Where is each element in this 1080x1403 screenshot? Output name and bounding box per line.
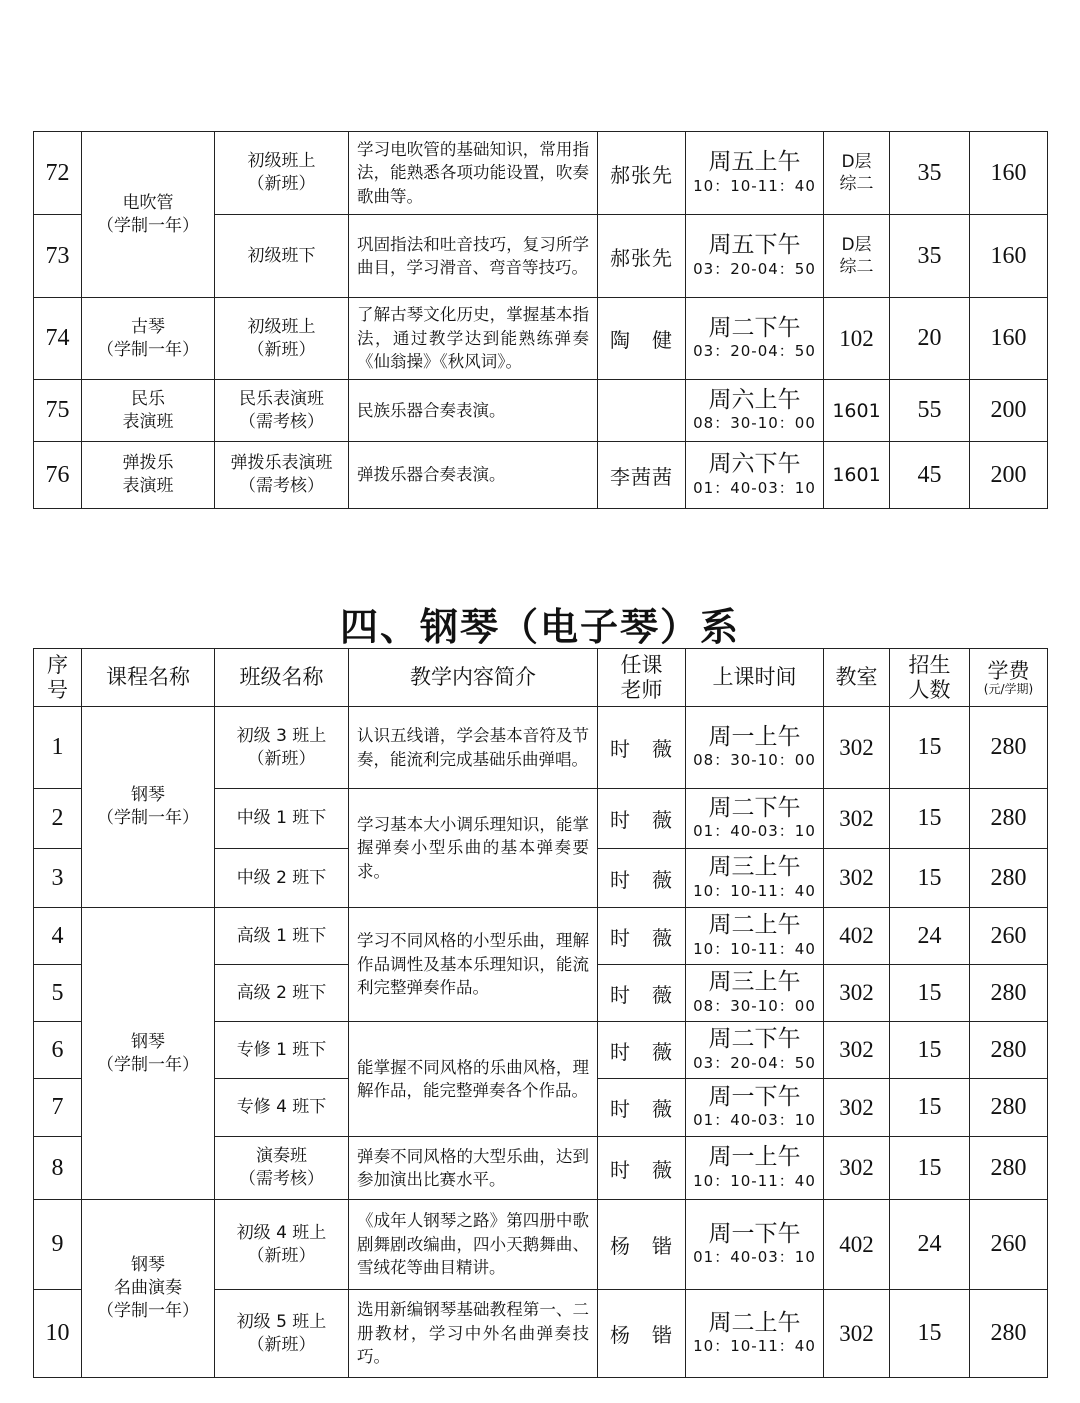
class-day: 周一下午	[708, 1220, 801, 1247]
enrollment: 35	[890, 132, 970, 215]
course-duration: （学制一年）	[97, 808, 199, 828]
teacher-name: 杨 锴	[598, 1200, 686, 1290]
class-hours: 03：20-04：50	[693, 259, 816, 278]
class-time	[686, 1022, 824, 1079]
enrollment: 15	[890, 1290, 970, 1378]
class-name-line: 演奏班	[256, 1146, 307, 1167]
tuition-fee: 200	[970, 380, 1048, 442]
classroom: 302	[824, 1022, 890, 1079]
class-hours: 01：40-03：10	[693, 1248, 816, 1267]
class-hours: 08：30-10：00	[693, 751, 816, 770]
enrollment: 35	[890, 215, 970, 298]
course-description: 弹奏不同风格的大型乐曲，达到参加演出比赛水平。	[349, 1137, 598, 1200]
tuition-fee: 280	[970, 707, 1048, 789]
row-number: 73	[34, 215, 82, 298]
teacher-name: 郝张先	[598, 215, 686, 298]
teacher-name: 时 薇	[598, 707, 686, 789]
class-hours: 10：10-11：40	[693, 881, 816, 900]
teacher-name: 时 薇	[598, 1079, 686, 1137]
header-line: 招生	[908, 653, 951, 678]
class-time	[686, 965, 824, 1022]
course-description: 选用新编钢琴基础教程第一、二册教材，学习中外名曲弹奏技巧。	[349, 1290, 598, 1378]
row-number: 72	[34, 132, 82, 215]
class-name	[215, 1290, 349, 1378]
class-day: 周三上午	[708, 854, 801, 881]
class-note: （新班）	[247, 748, 316, 769]
header-time: 上课时间	[686, 649, 824, 707]
class-day: 周二下午	[708, 1026, 801, 1053]
header-line: 序	[47, 653, 68, 678]
course-description: 巩固指法和吐音技巧，复习所学曲目，学习滑音、弯音等技巧。	[349, 215, 598, 298]
teacher-name: 时 薇	[598, 789, 686, 849]
header-fee	[970, 649, 1048, 707]
class-name-line: 民乐表演班	[239, 388, 324, 409]
class-day: 周二下午	[708, 794, 801, 821]
class-name	[215, 298, 349, 380]
table-row	[34, 298, 1048, 380]
classroom-line: D层	[841, 151, 872, 172]
class-name-line: 初级 5 班上	[236, 1311, 327, 1332]
class-day: 周六上午	[708, 386, 801, 413]
class-day: 周二下午	[708, 314, 801, 341]
class-name-line: 初级班上	[247, 151, 316, 172]
piano-course-table	[33, 648, 1048, 1378]
header-description: 教学内容简介	[349, 649, 598, 707]
header-number	[34, 649, 82, 707]
enrollment: 55	[890, 380, 970, 442]
enrollment: 15	[890, 1022, 970, 1079]
teacher-name: 时 薇	[598, 965, 686, 1022]
course-table-continued	[33, 131, 1048, 509]
course-description: 认识五线谱，学会基本音符及节奏，能流利完成基础乐曲弹唱。	[349, 707, 598, 789]
classroom: 302	[824, 1290, 890, 1378]
header-line: 任课	[620, 653, 663, 678]
teacher-name: 时 薇	[598, 1137, 686, 1200]
class-hours: 01：40-03：10	[693, 478, 816, 497]
class-hours: 08：30-10：00	[693, 414, 816, 433]
row-number: 6	[34, 1022, 82, 1079]
class-day: 周五上午	[708, 149, 801, 176]
course-name-line: 电吹管	[122, 192, 174, 213]
course-name	[82, 707, 215, 908]
course-name-line: 钢琴	[131, 785, 165, 806]
class-note: （需考核）	[239, 476, 324, 496]
course-name-line: 钢琴	[131, 1255, 165, 1276]
class-name: 高级 1 班下	[215, 908, 349, 965]
course-description: 弹拨乐器合奏表演。	[349, 442, 598, 509]
row-number: 9	[34, 1200, 82, 1290]
class-hours: 10：10-11：40	[693, 1337, 816, 1356]
header-fee-unit: (元/学期)	[983, 681, 1034, 696]
enrollment: 24	[890, 908, 970, 965]
class-time	[686, 1290, 824, 1378]
tuition-fee: 260	[970, 908, 1048, 965]
class-time	[686, 215, 824, 298]
class-hours: 01：40-03：10	[693, 1111, 816, 1130]
tuition-fee: 280	[970, 1290, 1048, 1378]
course-description: 了解古琴文化历史，掌握基本指法，通过教学达到能熟练弹奏《仙翁操》《秋风词》。	[349, 298, 598, 380]
teacher-name: 陶 健	[598, 298, 686, 380]
teacher-name: 时 薇	[598, 1022, 686, 1079]
header-line: 号	[47, 677, 68, 702]
row-number: 1	[34, 707, 82, 789]
classroom: 302	[824, 1137, 890, 1200]
class-time	[686, 707, 824, 789]
class-day: 周二上午	[708, 912, 801, 939]
class-hours: 10：10-11：40	[693, 1171, 816, 1190]
enrollment: 15	[890, 707, 970, 789]
tuition-fee: 280	[970, 965, 1048, 1022]
class-hours: 10：10-11：40	[693, 939, 816, 958]
teacher-name: 时 薇	[598, 849, 686, 908]
table-row	[34, 908, 1048, 965]
class-hours: 10：10-11：40	[693, 176, 816, 195]
class-name: 高级 2 班下	[215, 965, 349, 1022]
section-title: 四、钢琴（电子琴）系	[339, 604, 740, 649]
teacher-name: 时 薇	[598, 908, 686, 965]
class-note: （新班）	[247, 1334, 316, 1355]
tuition-fee: 200	[970, 442, 1048, 509]
class-name: 中级 2 班下	[215, 849, 349, 908]
class-note: （需考核）	[239, 1169, 324, 1189]
classroom: 1601	[824, 380, 890, 442]
course-name-line: 名曲演奏	[114, 1278, 182, 1299]
enrollment: 15	[890, 849, 970, 908]
class-time	[686, 908, 824, 965]
enrollment: 15	[890, 789, 970, 849]
classroom-line: 综二	[839, 174, 874, 194]
row-number: 8	[34, 1137, 82, 1200]
tuition-fee: 280	[970, 1022, 1048, 1079]
table-row	[34, 380, 1048, 442]
table-row	[34, 442, 1048, 509]
course-name	[82, 298, 215, 380]
course-name-line: 民乐	[131, 388, 165, 409]
row-number: 2	[34, 789, 82, 849]
course-duration: （学制一年）	[97, 339, 199, 360]
class-day: 周三上午	[708, 969, 801, 996]
classroom: 1601	[824, 442, 890, 509]
class-name	[215, 1137, 349, 1200]
classroom-line: 综二	[839, 257, 874, 277]
row-number: 10	[34, 1290, 82, 1378]
header-class: 班级名称	[215, 649, 349, 707]
course-description: 学习电吹管的基础知识，常用指法，能熟悉各项功能设置，吹奏歌曲等。	[349, 132, 598, 215]
course-name	[82, 1200, 215, 1378]
class-day: 周二上午	[708, 1309, 801, 1336]
course-name-line: 表演班	[122, 411, 174, 432]
enrollment: 15	[890, 965, 970, 1022]
class-hours: 03：20-04：50	[693, 1053, 816, 1072]
classroom-line: D层	[841, 234, 872, 255]
course-description: 能掌握不同风格的乐曲风格，理解作品，能完整弹奏各个作品。	[349, 1022, 598, 1137]
class-name: 中级 1 班下	[215, 789, 349, 849]
class-time	[686, 298, 824, 380]
row-number: 7	[34, 1079, 82, 1137]
tuition-fee: 260	[970, 1200, 1048, 1290]
class-hours: 01：40-03：10	[693, 822, 816, 841]
tuition-fee: 280	[970, 849, 1048, 908]
table-row	[34, 132, 1048, 215]
classroom	[824, 215, 890, 298]
row-number: 76	[34, 442, 82, 509]
tuition-fee: 280	[970, 789, 1048, 849]
teacher-name: 郝张先	[598, 132, 686, 215]
header-teacher	[598, 649, 686, 707]
enrollment: 20	[890, 298, 970, 380]
classroom: 302	[824, 849, 890, 908]
header-line: 人数	[908, 677, 951, 702]
course-name-line: 钢琴	[131, 1031, 165, 1052]
class-day: 周五下午	[708, 232, 801, 259]
class-time	[686, 380, 824, 442]
class-note: （新班）	[247, 339, 316, 360]
course-name	[82, 442, 215, 509]
classroom	[824, 132, 890, 215]
course-duration: （学制一年）	[97, 1300, 199, 1321]
class-name-line: 初级班下	[247, 245, 316, 266]
table-header-row	[34, 649, 1048, 707]
class-time	[686, 1200, 824, 1290]
tuition-fee: 160	[970, 215, 1048, 298]
classroom: 302	[824, 965, 890, 1022]
enrollment: 45	[890, 442, 970, 509]
classroom: 402	[824, 908, 890, 965]
classroom: 302	[824, 1079, 890, 1137]
teacher-name: 李茜茜	[598, 442, 686, 509]
teacher-name	[598, 380, 686, 442]
class-time	[686, 1079, 824, 1137]
row-number: 75	[34, 380, 82, 442]
tuition-fee: 160	[970, 132, 1048, 215]
class-note: （新班）	[247, 1245, 316, 1266]
tuition-fee: 280	[970, 1079, 1048, 1137]
class-hours: 08：30-10：00	[693, 996, 816, 1015]
class-time	[686, 849, 824, 908]
class-name	[215, 215, 349, 298]
enrollment: 15	[890, 1137, 970, 1200]
classroom: 302	[824, 789, 890, 849]
course-name-line: 古琴	[131, 316, 165, 337]
class-time	[686, 1137, 824, 1200]
teacher-name: 杨 锴	[598, 1290, 686, 1378]
row-number: 4	[34, 908, 82, 965]
class-day: 周一上午	[708, 723, 801, 750]
class-name: 专修 1 班下	[215, 1022, 349, 1079]
class-time	[686, 789, 824, 849]
class-name: 专修 4 班下	[215, 1079, 349, 1137]
course-name-line: 表演班	[122, 476, 174, 496]
header-line: 老师	[620, 677, 663, 702]
class-time	[686, 132, 824, 215]
classroom: 302	[824, 707, 890, 789]
classroom: 402	[824, 1200, 890, 1290]
tuition-fee: 280	[970, 1137, 1048, 1200]
table-row	[34, 1200, 1048, 1290]
class-note: （新班）	[247, 174, 316, 194]
enrollment: 15	[890, 1079, 970, 1137]
class-day: 周一下午	[708, 1083, 801, 1110]
course-description: 《成年人钢琴之路》第四册中歌剧舞剧改编曲，四小天鹅舞曲、雪绒花等曲目精讲。	[349, 1200, 598, 1290]
class-hours: 03：20-04：50	[693, 342, 816, 361]
classroom: 102	[824, 298, 890, 380]
class-name-line: 弹拨乐表演班	[230, 453, 333, 474]
class-time	[686, 442, 824, 509]
class-name	[215, 707, 349, 789]
header-course: 课程名称	[82, 649, 215, 707]
course-duration: （学制一年）	[97, 215, 199, 236]
table-row	[34, 707, 1048, 789]
class-name	[215, 380, 349, 442]
course-duration: （学制一年）	[97, 1054, 199, 1075]
class-note: （需考核）	[239, 411, 324, 432]
course-description: 民族乐器合奏表演。	[349, 380, 598, 442]
header-line: 学费	[987, 658, 1030, 683]
class-name	[215, 132, 349, 215]
header-room: 教室	[824, 649, 890, 707]
course-name	[82, 908, 215, 1200]
tuition-fee: 160	[970, 298, 1048, 380]
enrollment: 24	[890, 1200, 970, 1290]
course-name	[82, 380, 215, 442]
class-name-line: 初级 3 班上	[236, 725, 327, 746]
row-number: 74	[34, 298, 82, 380]
class-name-line: 初级 4 班上	[236, 1222, 327, 1243]
row-number: 3	[34, 849, 82, 908]
class-name-line: 初级班上	[247, 316, 316, 337]
course-description: 学习不同风格的小型乐曲，理解作品调性及基本乐理知识，能流利完整弹奏作品。	[349, 908, 598, 1022]
row-number: 5	[34, 965, 82, 1022]
course-name	[82, 132, 215, 298]
class-day: 周六下午	[708, 451, 801, 478]
course-name-line: 弹拨乐	[122, 453, 174, 474]
class-name	[215, 1200, 349, 1290]
class-day: 周一上午	[708, 1144, 801, 1171]
course-description: 学习基本大小调乐理知识，能掌握弹奏小型乐曲的基本弹奏要求。	[349, 789, 598, 908]
class-name	[215, 442, 349, 509]
header-enrollment	[890, 649, 970, 707]
